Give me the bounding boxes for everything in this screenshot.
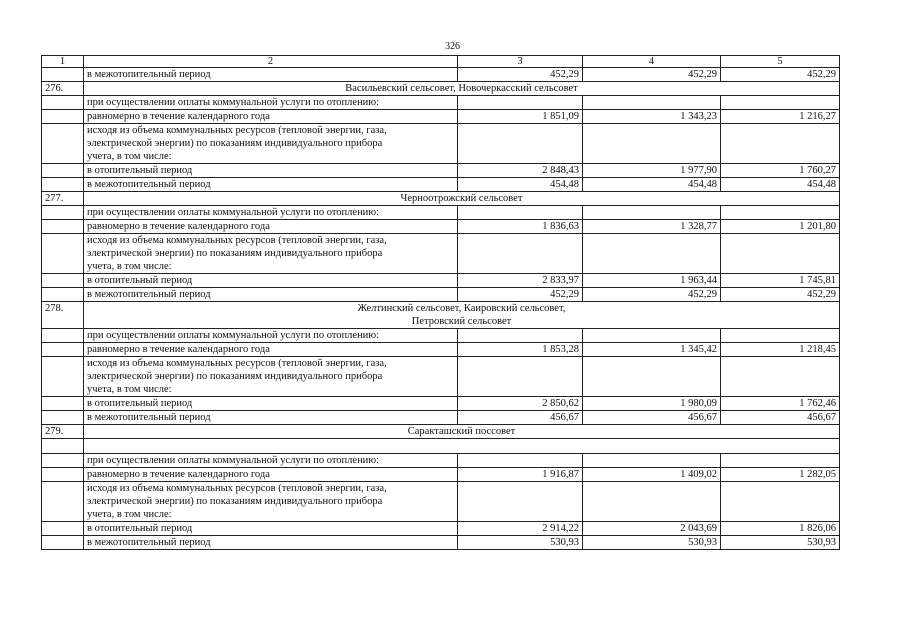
row-label: в отопительный период	[84, 274, 458, 288]
table-row	[42, 206, 840, 220]
row-label: равномерно в течение календарного года	[84, 220, 458, 234]
row-label-line: учета, в том числе:	[87, 384, 172, 395]
table-row	[42, 110, 840, 124]
row-label	[84, 124, 458, 164]
value-cell: 452,29	[721, 288, 840, 302]
value-cell	[721, 124, 840, 164]
value-cell: 454,48	[583, 178, 721, 192]
row-label-line: учета, в том числе:	[87, 261, 172, 272]
value-cell: 452,29	[721, 68, 840, 82]
section-index: 276.	[42, 82, 84, 96]
row-label: равномерно в течение календарного года	[84, 343, 458, 357]
value-cell	[458, 482, 583, 522]
value-cell: 1 745,81	[721, 274, 840, 288]
value-cell	[721, 96, 840, 110]
value-cell: 1 345,42	[583, 343, 721, 357]
spacer-cell	[84, 439, 840, 454]
value-cell: 1 826,06	[721, 522, 840, 536]
value-cell: 456,67	[458, 411, 583, 425]
section-title-line: Саракташский поссовет	[407, 426, 516, 437]
row-label: в межотопительный период	[84, 68, 458, 82]
value-cell	[583, 234, 721, 274]
section-title	[84, 192, 840, 206]
value-cell	[458, 124, 583, 164]
value-cell: 1 409,02	[583, 468, 721, 482]
value-cell	[721, 482, 840, 522]
row-label: в отопительный период	[84, 397, 458, 411]
value-cell	[583, 482, 721, 522]
table-row	[42, 164, 840, 178]
table-row	[42, 329, 840, 343]
value-cell	[721, 454, 840, 468]
index-cell	[42, 439, 84, 454]
column-header: 4	[583, 56, 721, 68]
value-cell: 530,93	[458, 536, 583, 550]
index-cell	[42, 234, 84, 274]
index-cell	[42, 329, 84, 343]
index-cell	[42, 110, 84, 124]
table-row	[42, 288, 840, 302]
section-header-row	[42, 425, 840, 439]
row-label: в межотопительный период	[84, 178, 458, 192]
value-cell: 456,67	[721, 411, 840, 425]
value-cell: 454,48	[721, 178, 840, 192]
value-cell	[583, 206, 721, 220]
value-cell: 2 833,97	[458, 274, 583, 288]
value-cell	[583, 357, 721, 397]
section-title-line: Желтинский сельсовет, Каировский сельсовет,	[357, 303, 566, 314]
row-label: при осуществлении оплаты коммунальной услуги по отоплению:	[84, 96, 458, 110]
value-cell	[458, 206, 583, 220]
value-cell	[458, 234, 583, 274]
value-cell: 452,29	[458, 68, 583, 82]
table-row	[42, 124, 840, 164]
row-label: в межотопительный период	[84, 288, 458, 302]
column-header: 3	[458, 56, 583, 68]
value-cell: 1 980,09	[583, 397, 721, 411]
row-label-line: электрической энергии) по показаниям индивидуального прибора	[87, 371, 383, 382]
row-label-line: исходя из объема коммунальных ресурсов (тепловой энергии, газа,	[87, 483, 387, 494]
row-label: при осуществлении оплаты коммунальной услуги по отоплению:	[84, 454, 458, 468]
value-cell: 1 328,77	[583, 220, 721, 234]
index-cell	[42, 274, 84, 288]
row-label-line: электрической энергии) по показаниям индивидуального прибора	[87, 248, 383, 259]
row-label	[84, 234, 458, 274]
index-cell	[42, 397, 84, 411]
row-label: в межотопительный период	[84, 411, 458, 425]
value-cell: 530,93	[721, 536, 840, 550]
table-row	[42, 96, 840, 110]
column-header: 2	[84, 56, 458, 68]
value-cell	[721, 234, 840, 274]
table-row	[42, 274, 840, 288]
value-cell	[583, 96, 721, 110]
row-label: при осуществлении оплаты коммунальной услуги по отоплению:	[84, 206, 458, 220]
index-cell	[42, 357, 84, 397]
row-label-line: электрической энергии) по показаниям индивидуального прибора	[87, 496, 383, 507]
index-cell	[42, 178, 84, 192]
row-label: при осуществлении оплаты коммунальной услуги по отоплению:	[84, 329, 458, 343]
index-cell	[42, 536, 84, 550]
value-cell: 1 760,27	[721, 164, 840, 178]
value-cell	[458, 454, 583, 468]
column-header-row	[42, 56, 840, 68]
value-cell: 452,29	[583, 68, 721, 82]
value-cell: 1 916,87	[458, 468, 583, 482]
row-label: равномерно в течение календарного года	[84, 110, 458, 124]
index-cell	[42, 522, 84, 536]
value-cell: 456,67	[583, 411, 721, 425]
row-label: в отопительный период	[84, 164, 458, 178]
value-cell: 1 762,46	[721, 397, 840, 411]
value-cell: 452,29	[583, 288, 721, 302]
table-row	[42, 522, 840, 536]
row-label-line: учета, в том числе:	[87, 509, 172, 520]
value-cell	[583, 329, 721, 343]
value-cell	[458, 329, 583, 343]
index-cell	[42, 468, 84, 482]
value-cell: 1 977,90	[583, 164, 721, 178]
table-row	[42, 343, 840, 357]
spacer-row	[42, 439, 840, 454]
table-row	[42, 468, 840, 482]
value-cell: 1 216,27	[721, 110, 840, 124]
tariff-table	[41, 55, 840, 550]
value-cell	[721, 357, 840, 397]
index-cell	[42, 220, 84, 234]
index-cell	[42, 454, 84, 468]
table-row	[42, 536, 840, 550]
value-cell: 1 343,23	[583, 110, 721, 124]
table-row	[42, 178, 840, 192]
value-cell: 530,93	[583, 536, 721, 550]
table-row	[42, 454, 840, 468]
section-title-line: Черноотрожский сельсовет	[400, 193, 523, 204]
column-header: 5	[721, 56, 840, 68]
index-cell	[42, 164, 84, 178]
page-number: 326	[445, 41, 460, 52]
value-cell	[583, 124, 721, 164]
row-label-line: электрической энергии) по показаниям индивидуального прибора	[87, 138, 383, 149]
row-label	[84, 482, 458, 522]
value-cell	[583, 454, 721, 468]
table-row	[42, 357, 840, 397]
table-row	[42, 411, 840, 425]
section-title-line: Васильевский сельсовет, Новочеркасский сельсовет	[345, 83, 578, 94]
value-cell: 1 201,80	[721, 220, 840, 234]
index-cell	[42, 96, 84, 110]
section-title	[84, 82, 840, 96]
section-header-row	[42, 192, 840, 206]
section-index: 279.	[42, 425, 84, 439]
index-cell	[42, 206, 84, 220]
row-label: равномерно в течение календарного года	[84, 468, 458, 482]
section-title-line: Петровский сельсовет	[411, 316, 512, 327]
section-title	[84, 425, 840, 439]
value-cell: 452,29	[458, 288, 583, 302]
section-index: 278.	[42, 302, 84, 329]
section-title	[84, 302, 840, 329]
value-cell: 2 850,62	[458, 397, 583, 411]
value-cell	[458, 357, 583, 397]
column-header: 1	[42, 56, 84, 68]
index-cell	[42, 343, 84, 357]
section-header-row	[42, 302, 840, 329]
section-header-row	[42, 82, 840, 96]
row-label: в межотопительный период	[84, 536, 458, 550]
value-cell: 454,48	[458, 178, 583, 192]
value-cell: 2 043,69	[583, 522, 721, 536]
row-label-line: исходя из объема коммунальных ресурсов (тепловой энергии, газа,	[87, 358, 387, 369]
value-cell: 2 848,43	[458, 164, 583, 178]
index-cell	[42, 482, 84, 522]
row-label-line: исходя из объема коммунальных ресурсов (тепловой энергии, газа,	[87, 125, 387, 136]
value-cell: 1 218,45	[721, 343, 840, 357]
table-row	[42, 68, 840, 82]
value-cell	[458, 96, 583, 110]
value-cell: 1 851,09	[458, 110, 583, 124]
index-cell	[42, 124, 84, 164]
table-row	[42, 234, 840, 274]
table-row	[42, 482, 840, 522]
index-cell	[42, 288, 84, 302]
row-label-line: исходя из объема коммунальных ресурсов (тепловой энергии, газа,	[87, 235, 387, 246]
row-label-line: учета, в том числе:	[87, 151, 172, 162]
value-cell: 1 836,63	[458, 220, 583, 234]
value-cell: 1 963,44	[583, 274, 721, 288]
value-cell: 2 914,22	[458, 522, 583, 536]
value-cell	[721, 206, 840, 220]
value-cell: 1 853,28	[458, 343, 583, 357]
row-label	[84, 357, 458, 397]
section-index: 277.	[42, 192, 84, 206]
table-row	[42, 220, 840, 234]
table-row	[42, 397, 840, 411]
row-label: в отопительный период	[84, 522, 458, 536]
index-cell	[42, 68, 84, 82]
value-cell	[721, 329, 840, 343]
index-cell	[42, 411, 84, 425]
value-cell: 1 282,05	[721, 468, 840, 482]
